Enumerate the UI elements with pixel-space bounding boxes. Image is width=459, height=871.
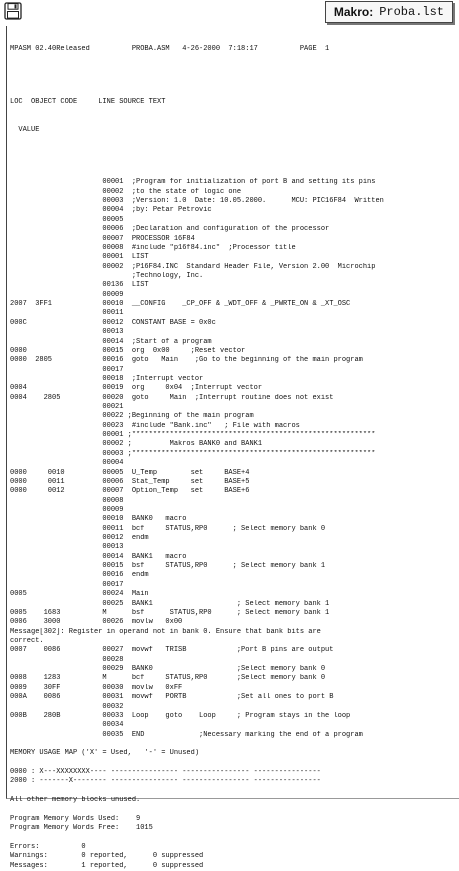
column-headers-sub: VALUE	[10, 125, 40, 134]
listing-line: 00003 ;**********************************************************	[10, 449, 376, 458]
column-headers: LOC OBJECT CODE LINE SOURCE TEXT	[10, 97, 166, 106]
listing-line: 00008	[10, 496, 124, 505]
listing-line: Messages: 1 reported, 0 suppressed	[10, 861, 204, 870]
listing-line: 000A 0086 00031 movwf PORTB ;Set all ones to port B	[10, 693, 334, 702]
listing-line: correct.	[10, 637, 44, 645]
listing-line: 00014 BANK1 macro	[10, 552, 187, 561]
listing-body	[7, 178, 459, 871]
listing-line: 00011	[10, 309, 124, 318]
window-title	[325, 1, 453, 23]
window-title-filename: Proba.lst	[379, 5, 444, 19]
top-bar	[0, 0, 459, 24]
listing-line: 0007 0086 00027 movwf TRISB ;Port B pins are output	[10, 646, 334, 655]
listing-line	[10, 834, 459, 843]
listing-line: 00013	[10, 543, 124, 552]
listing-line: 00003 ;Version: 1.0 Date: 10.05.2000. MCU: PIC16F84 Written	[10, 197, 384, 206]
listing-line: 00011 bcf STATUS,RP0 ; Select memory bank 0	[10, 524, 326, 533]
listing-line: 00017	[10, 365, 124, 374]
listing-line: 0000 0010 00005 U_Temp set BASE+4	[10, 468, 250, 477]
listing-line: 00028	[10, 655, 124, 664]
listing-line: 00035 END ;Necessary marking the end of a program	[10, 730, 363, 739]
listing-line: 00013	[10, 328, 124, 337]
listing-line: All other memory blocks unused.	[10, 796, 141, 805]
listing-line: 0004 2805 00020 goto Main ;Interrupt routine does not exist	[10, 393, 334, 402]
window-title-label: Makro:	[333, 5, 374, 19]
listing-document	[6, 26, 459, 870]
listing-line: 0009 30FF 00030 movlw 0xFF	[10, 683, 183, 692]
listing-line: 0006 3000 00026 movlw 0x00	[10, 618, 183, 627]
listing-line: ;Technology, Inc.	[10, 271, 204, 280]
listing-line: 0008 1283 M bcf STATUS,RP0 ;Select memory bank 0	[10, 674, 326, 683]
listing-line: 00032	[10, 702, 124, 711]
listing-line: 2000 : -------X-------- ---------------- ---------------- ----------------	[10, 777, 321, 786]
listing-line: 00017	[10, 580, 124, 589]
listing-line: 00009	[10, 290, 124, 299]
listing-line: 00004 ;by: Petar Petrovic	[10, 206, 212, 215]
listing-line: 0004 00019 org 0x04 ;Interrupt vector	[10, 384, 263, 393]
listing-line: Warnings: 0 reported, 0 suppressed	[10, 852, 204, 861]
listing-line: 00001 ;Program for initialization of port B and setting its pins	[10, 178, 376, 187]
listing-line: 0000 0012 00007 Option_Temp set BASE+6	[10, 487, 250, 496]
listing-line: 00012 endm	[10, 534, 149, 543]
listing-line	[10, 759, 459, 768]
listing-line	[10, 805, 459, 814]
listing-line: Errors: 0	[10, 842, 86, 851]
listing-line: 00001 LIST	[10, 253, 149, 262]
listing-line: 00008 #include "p16f84.inc" ;Processor title	[10, 243, 296, 252]
listing-line: 00001 ;**********************************************************	[10, 431, 376, 440]
listing-line: 0000 0011 00006 Stat_Temp set BASE+5	[10, 477, 250, 486]
listing-line: 00018 ;Interrupt vector	[10, 374, 204, 383]
listing-line: 00016 endm	[10, 571, 149, 580]
listing-line: 00022 ;Beginning of the main program	[10, 412, 254, 421]
listing-line: 0005 00024 Main	[10, 590, 149, 599]
listing-line: 0005 1683 M bsf STATUS,RP0 ; Select memory bank 1	[10, 608, 330, 617]
listing-line: 0000 00015 org 0x00 ;Reset vector	[10, 346, 246, 355]
listing-line: 00015 bsf STATUS,RP0 ; Select memory bank 1	[10, 562, 326, 571]
listing-header	[7, 26, 459, 178]
listing-line	[10, 740, 459, 749]
listing-line: 00004	[10, 459, 124, 468]
listing-line	[10, 787, 459, 796]
listing-line: 000C 00012 CONSTANT BASE = 0x0c	[10, 318, 216, 327]
listing-line: 0000 : X---XXXXXXXX---- ---------------- ---------------- ----------------	[10, 768, 321, 777]
listing-line: 00009	[10, 505, 124, 514]
listing-line: 00021	[10, 403, 124, 412]
listing-line: 00005	[10, 215, 124, 224]
listing-line: 00029 BANK0 ;Select memory bank 0	[10, 665, 326, 674]
listing-line: 00136 LIST	[10, 281, 149, 290]
listing-line: Program Memory Words Used: 9	[10, 814, 141, 823]
listing-line: Message[302]: Register in operand not in bank 0. Ensure that bank bits are	[10, 627, 321, 636]
header-line: MPASM 02.40Released PROBA.ASM 4-26-2000 7:18:17 PAGE 1	[10, 44, 330, 53]
listing-line: 2007 3FF1 00010 __CONFIG _CP_OFF & _WDT_OFF & _PWRTE_ON & _XT_OSC	[10, 300, 351, 309]
floppy-disk-icon[interactable]	[4, 2, 22, 20]
listing-line: 00014 ;Start of a program	[10, 337, 212, 346]
listing-line: 00007 PROCESSOR 16F84	[10, 234, 195, 243]
listing-line: 00023 #include "Bank.inc" ; File with macros	[10, 421, 300, 430]
listing-line: 00002 ;P16F84.INC Standard Header File, Version 2.00 Microchip	[10, 262, 376, 271]
listing-line: 00006 ;Declaration and configuration of the processor	[10, 225, 330, 234]
listing-line: 00025 BANK1 ; Select memory bank 1	[10, 599, 330, 608]
listing-line: 00010 BANK0 macro	[10, 515, 187, 524]
listing-line: 00034	[10, 721, 124, 730]
listing-line: 00002 ;to the state of logic one	[10, 187, 242, 196]
listing-line: Program Memory Words Free: 1015	[10, 824, 153, 833]
listing-line: 000B 280B 00033 Loop goto Loop ; Program stays in the loop	[10, 711, 351, 720]
listing-line: 00002 ; Makros BANK0 and BANK1	[10, 440, 263, 449]
listing-line: MEMORY USAGE MAP ('X' = Used, '-' = Unused)	[10, 749, 200, 758]
listing-line: 0000 2805 00016 goto Main ;Go to the beginning of the main program	[10, 356, 363, 365]
